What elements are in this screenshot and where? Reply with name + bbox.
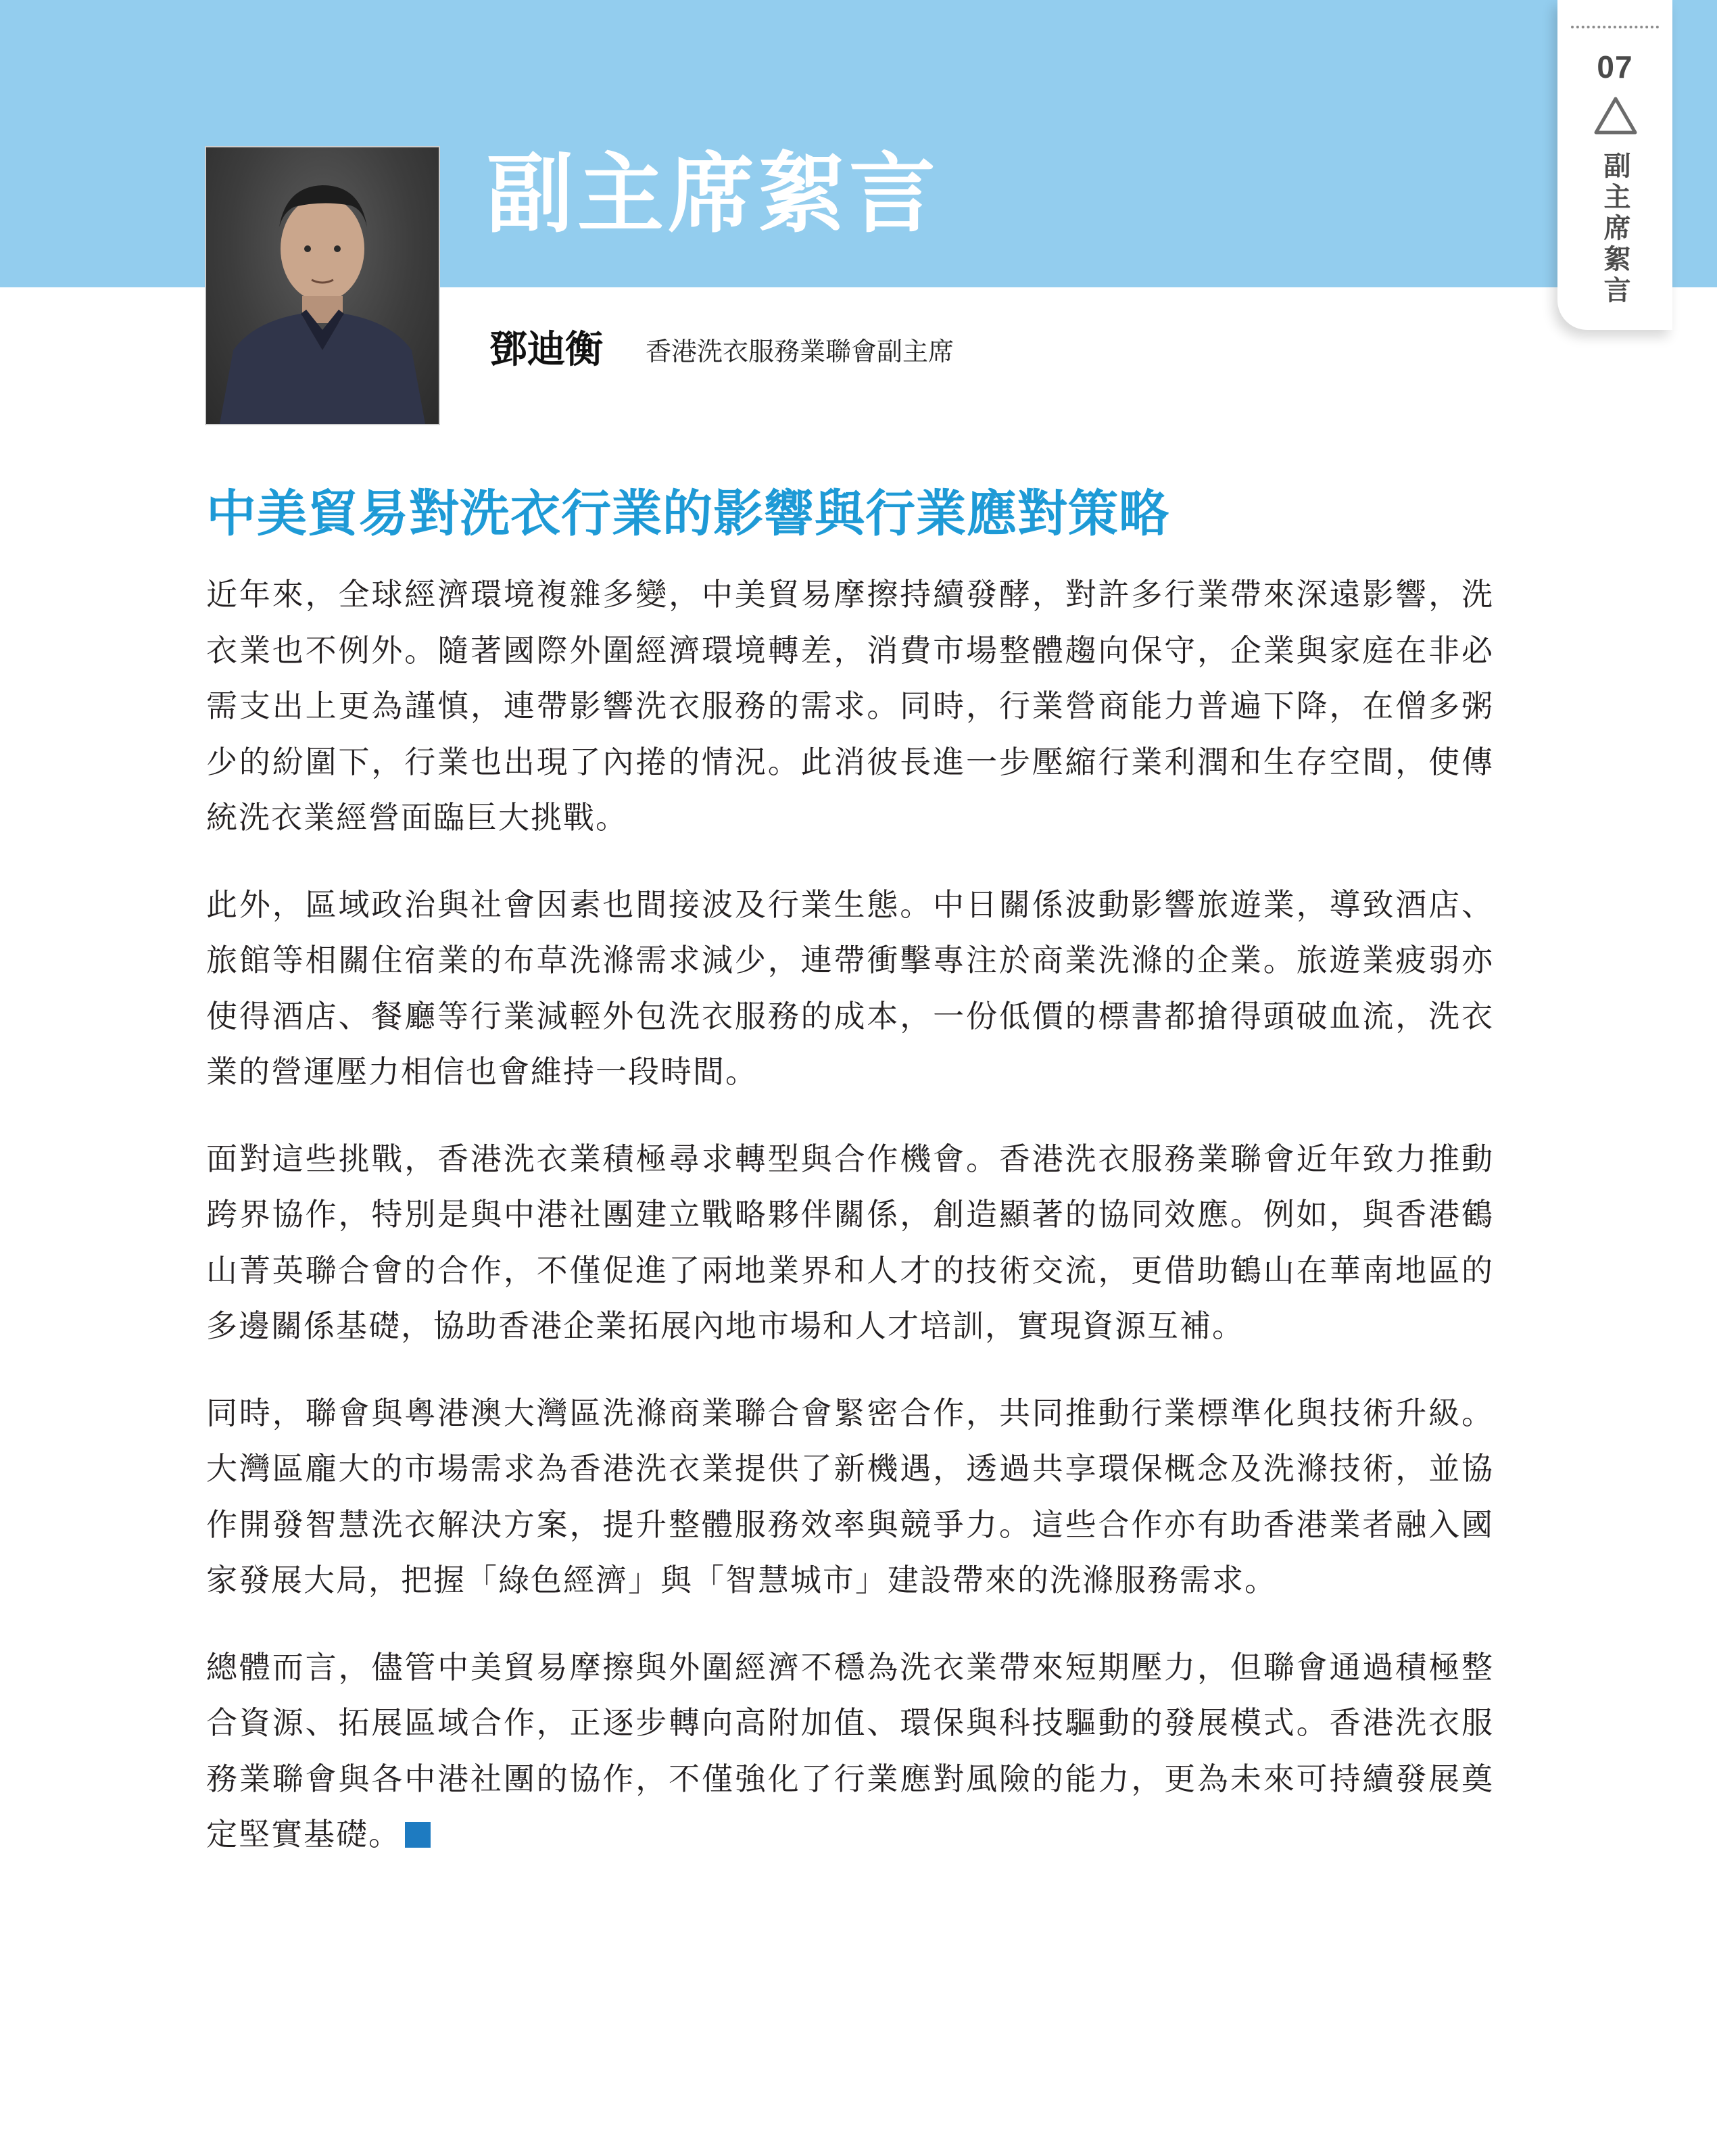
article-paragraph-5 — [206, 1639, 1494, 1863]
section-tab-label: 副主席絮言 — [1599, 151, 1630, 307]
portrait-illustration — [206, 147, 439, 424]
end-square-icon — [405, 1822, 431, 1848]
article-paragraph-5-text: 總體而言，儘管中美貿易摩擦與外圍經濟不穩為洗衣業帶來短期壓力，但聯會通過積極整合資源、拓展區域合作，正逐步轉向高附加值、環保與科技驅動的發展模式。香港洗衣服務業聯會與各中港社團的協作，不僅強化了行業應對風險的能力，更為未來可持續發展奠定堅實基礎。 — [206, 1648, 1494, 1852]
author-role: 香港洗衣服務業聯會副主席 — [646, 337, 954, 366]
triangle-outline-icon — [1593, 95, 1639, 137]
tab-dotted-divider — [1571, 26, 1659, 28]
article-body — [206, 567, 1494, 1894]
article-paragraph-4: 同時，聯會與粵港澳大灣區洗滌商業聯合會緊密合作，共同推動行業標準化與技術升級。大灣區龐大的市場需求為香港洗衣業提供了新機遇，透過共享環保概念及洗滌技術，並協作開發智慧洗衣解決方案，提升整體服務效率與競爭力。這些合作亦有助香港業者融入國家發展大局，把握「綠色經濟」與「智慧城市」建設帶來的洗滌服務需求。 — [206, 1394, 1494, 1598]
page-number: 07 — [1597, 49, 1633, 85]
page-title: 副主席絮言 — [487, 144, 940, 245]
article-paragraph-2: 此外，區域政治與社會因素也間接波及行業生態。中日關係波動影響旅遊業，導致酒店、旅館等相關住宿業的布草洗滌需求減少，連帶衝擊專注於商業洗滌的企業。旅遊業疲弱亦使得酒店、餐廳等行業減輕外包洗衣服務的成本，一份低價的標書都搶得頭破血流，洗衣業的營運壓力相信也會維持一段時間。 — [206, 886, 1494, 1090]
article-title: 中美貿易對洗衣行業的影響與行業應對策略 — [206, 485, 1169, 543]
section-tab — [1557, 0, 1672, 330]
author-name: 鄧迪衡 — [489, 328, 603, 372]
author-photo — [206, 147, 439, 424]
article-paragraph-1: 近年來，全球經濟環境複雜多變，中美貿易摩擦持續發酵，對許多行業帶來深遠影響，洗衣業也不例外。隨著國際外圍經濟環境轉差，消費市場整體趨向保守，企業與家庭在非必需支出上更為謹慎，連帶影響洗衣服務的需求。同時，行業營商能力普遍下降，在僧多粥少的紛圍下，行業也出現了內捲的情況。此消彼長進一步壓縮行業利潤和生存空間，使傳統洗衣業經營面臨巨大挑戰。 — [206, 576, 1494, 836]
article-paragraph-3: 面對這些挑戰，香港洗衣業積極尋求轉型與合作機會。香港洗衣服務業聯會近年致力推動跨界協作，特別是與中港社團建立戰略夥伴關係，創造顯著的協同效應。例如，與香港鶴山菁英聯合會的合作，不僅促進了兩地業界和人才的技術交流，更借助鶴山在華南地區的多邊關係基礎，協助香港企業拓展內地市場和人才培訓，實現資源互補。 — [206, 1140, 1494, 1344]
